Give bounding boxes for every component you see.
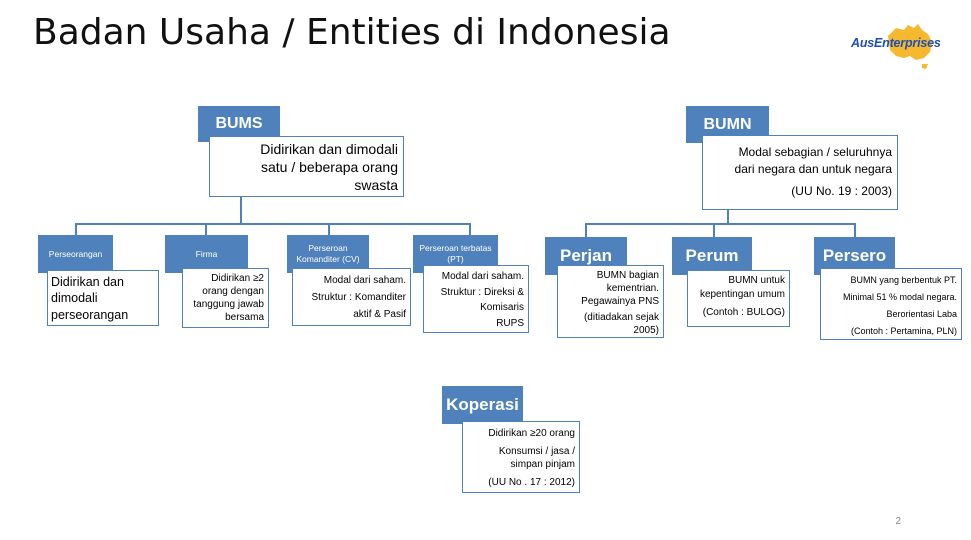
pt-header: Perseroan terbatas (PT) bbox=[413, 235, 498, 273]
perum-desc-line: kepentingan umum bbox=[699, 288, 785, 300]
perseorangan-header: Perseorangan bbox=[38, 235, 113, 273]
koperasi-desc-line: simpan pinjam bbox=[510, 459, 575, 470]
connector-line bbox=[75, 223, 470, 225]
bums-desc-line: Didirikan dan dimodali bbox=[260, 141, 398, 157]
connector-line bbox=[585, 223, 855, 225]
perjan-desc-line: Pegawainya PNS bbox=[581, 296, 659, 307]
persero-desc-line: (Contoh : Pertamina, PLN) bbox=[850, 326, 957, 337]
bums-description bbox=[209, 136, 404, 197]
bumn-desc-line: (UU No. 19 : 2003) bbox=[791, 183, 892, 198]
page-title: Badan Usaha / Entities di Indonesia bbox=[33, 12, 671, 53]
perjan-description bbox=[557, 265, 664, 338]
pt-description bbox=[423, 265, 529, 333]
firma-desc-line: Didirikan ≥2 bbox=[211, 273, 264, 284]
bums-header: BUMS bbox=[198, 106, 280, 142]
page-number: 2 bbox=[895, 516, 901, 527]
perseorangan-desc-line: perseorangan bbox=[51, 307, 129, 322]
pt-desc-line: Struktur : Direksi & bbox=[440, 286, 524, 298]
bumn-desc-line: dari negara dan untuk negara bbox=[734, 161, 892, 176]
koperasi-desc-line: (UU No . 17 : 2012) bbox=[488, 477, 575, 488]
connector-line bbox=[727, 210, 729, 224]
connector-line bbox=[713, 223, 715, 237]
perum-description bbox=[687, 270, 790, 327]
perseorangan-description bbox=[47, 270, 159, 326]
perjan-desc-line: 2005) bbox=[633, 325, 659, 336]
pt-desc-line: Modal dari saham. bbox=[441, 271, 524, 282]
connector-line bbox=[585, 223, 587, 237]
perum-header: Perum bbox=[672, 237, 752, 275]
persero-desc-line: BUMN yang berbentuk PT. bbox=[850, 275, 957, 285]
connector-line bbox=[328, 223, 330, 235]
pt-desc-line: Komisaris bbox=[480, 302, 524, 313]
ausenterprises-logo bbox=[848, 22, 958, 72]
bumn-desc-line: Modal sebagian / seluruhnya bbox=[738, 145, 892, 159]
firma-desc-line: tanggung jawab bbox=[193, 299, 264, 310]
bumn-header: BUMN bbox=[686, 106, 769, 143]
koperasi-desc-line: Didirikan ≥20 orang bbox=[488, 428, 575, 439]
connector-line bbox=[469, 223, 471, 235]
cv-desc-line: Struktur : Komanditer bbox=[311, 292, 406, 303]
bumn-description bbox=[702, 135, 898, 210]
cv-desc-line: Modal dari saham. bbox=[323, 275, 406, 286]
pt-desc-line: RUPS bbox=[496, 317, 524, 329]
bums-desc-line: swasta bbox=[354, 177, 398, 194]
koperasi-header: Koperasi bbox=[442, 386, 523, 424]
logo-text: AusEnterprises bbox=[851, 36, 941, 50]
perum-desc-line: (Contoh : BULOG) bbox=[702, 307, 785, 318]
connector-line bbox=[240, 196, 242, 224]
cv-header: Perseroan Komanditer (CV) bbox=[287, 235, 369, 273]
bums-desc-line: satu / beberapa orang bbox=[261, 159, 398, 176]
persero-desc-line: Berorientasi Laba bbox=[886, 309, 957, 320]
koperasi-description bbox=[462, 421, 580, 493]
firma-description bbox=[182, 268, 269, 328]
connector-line bbox=[75, 223, 77, 235]
perjan-header: Perjan bbox=[545, 237, 627, 275]
firma-header: Firma bbox=[165, 235, 248, 273]
firma-desc-line: bersama bbox=[225, 312, 264, 323]
persero-description bbox=[820, 268, 962, 340]
firma-desc-line: orang dengan bbox=[202, 286, 264, 297]
connector-line bbox=[205, 223, 207, 235]
perseorangan-desc-line: dimodali bbox=[51, 291, 98, 306]
perjan-desc-line: kementrian. bbox=[606, 283, 659, 294]
perjan-desc-line: BUMN bagian bbox=[596, 270, 659, 281]
perjan-desc-line: (ditiadakan sejak bbox=[583, 312, 659, 323]
persero-desc-line: Minimal 51 % modal negara. bbox=[842, 292, 957, 303]
cv-description bbox=[292, 268, 411, 326]
cv-desc-line: aktif & Pasif bbox=[353, 309, 406, 320]
connector-line bbox=[854, 223, 856, 237]
perum-desc-line: BUMN untuk bbox=[728, 275, 785, 286]
persero-header: Persero bbox=[814, 237, 895, 275]
koperasi-desc-line: Konsumsi / jasa / bbox=[498, 446, 575, 457]
perseorangan-desc-line: Didirikan dan bbox=[51, 275, 124, 289]
